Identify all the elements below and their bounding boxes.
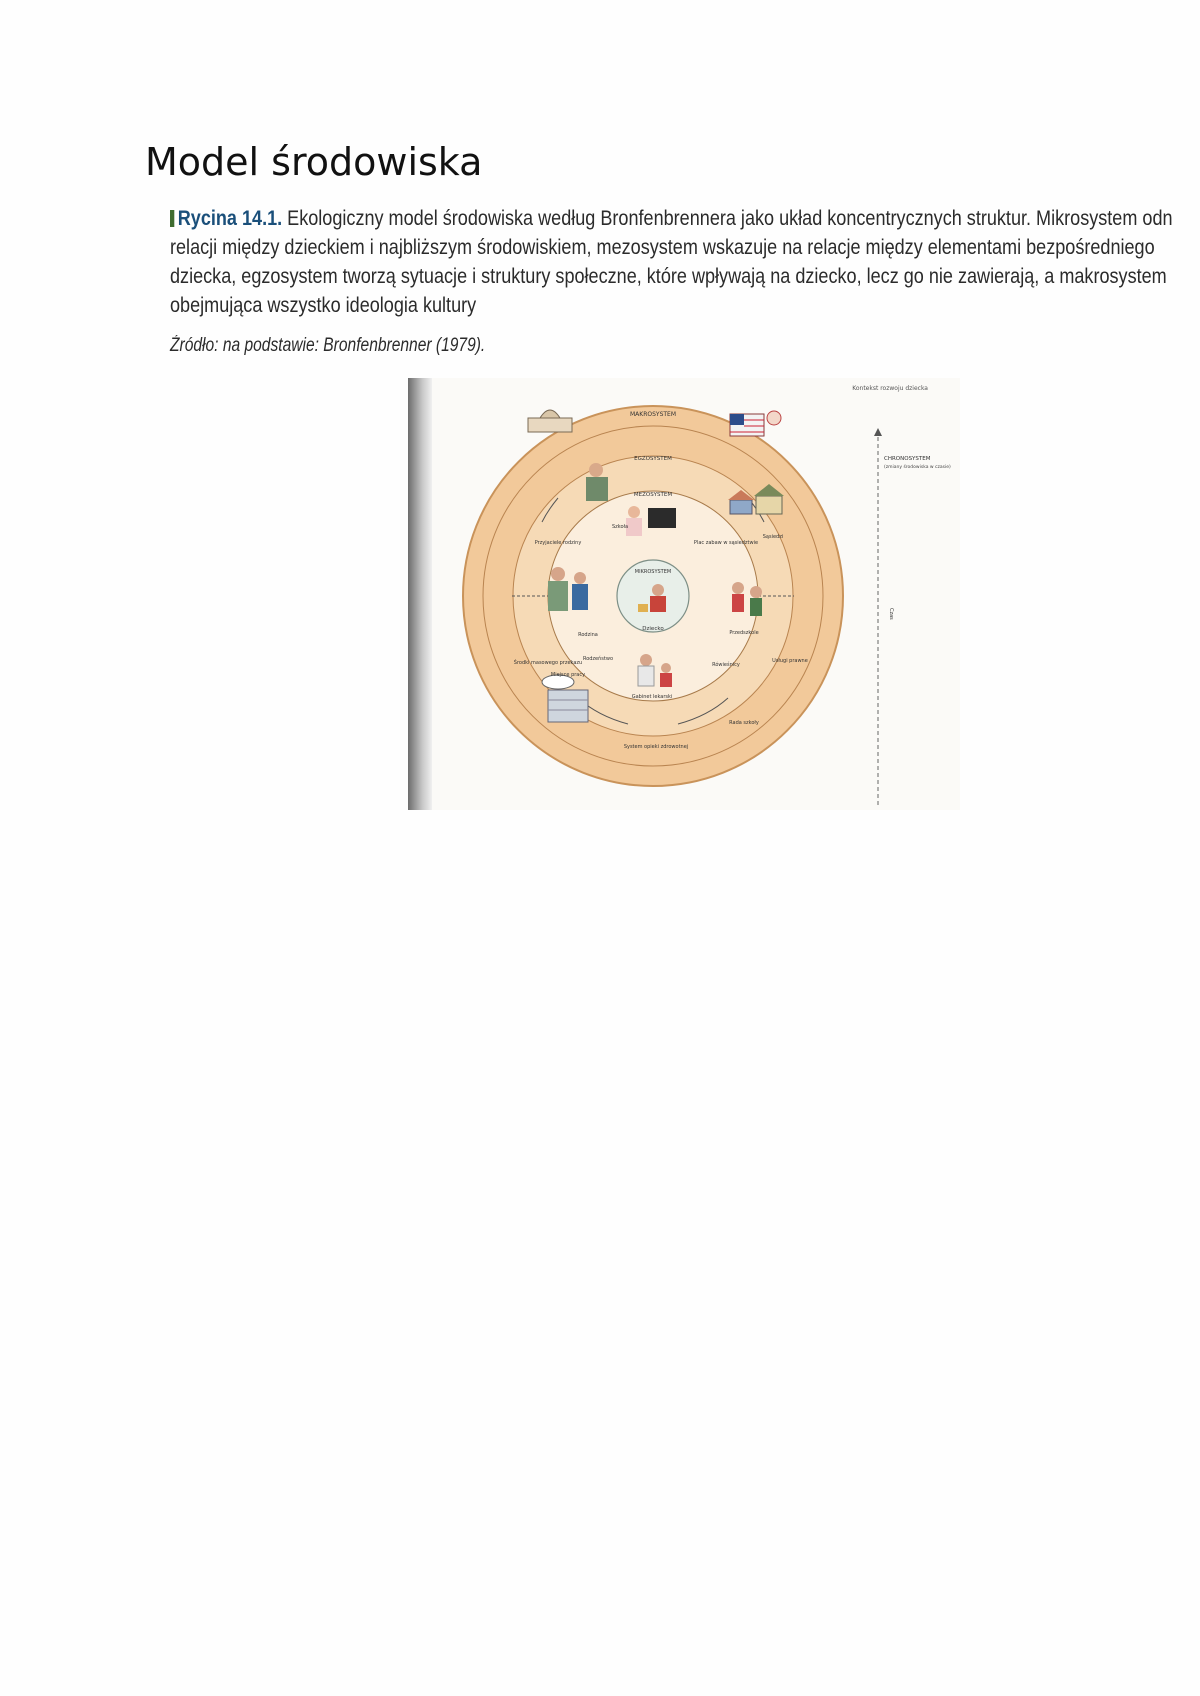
caption-text-1: Ekologiczny model środowiska według Bronfenbrennera jako układ koncentrycznych struktur. Mikrosystem odn [287,207,1173,230]
caption-line-2: relacji między dzieckiem i najbliższym środowiskiem, mezosystem wskazuje na relacje między elementami bezpośredniego [170,236,1155,259]
chronosystem-label: CHRONOSYSTEM [884,456,931,462]
playground-label: Plac zabaw w sąsiedztwie [693,540,759,546]
caption-line-1 [170,204,1173,233]
flag-icon [730,411,781,436]
neighbors-label: Sąsiedzi [762,534,784,540]
caption-label: Rycina 14.1. [177,207,283,230]
school-board-label: Rada szkoły [729,720,759,726]
workplace-label: Miejsce pracy [550,672,586,678]
time-axis-arrow-icon [874,428,882,436]
figure-source: Źródło: na podstawie: Bronfenbrenner (1979). [170,335,486,356]
health-care-label: System opieki zdrowotnej [623,744,689,750]
capitol-building-icon [528,410,572,432]
figure-caption [170,204,1200,320]
chronosystem-description: (zmiany środowiska w czasie) [884,465,951,470]
siblings-label: Rodzeństwo [582,656,614,662]
mass-media-label: Środki masowego przekazu [513,660,583,666]
microsystem-label: MIKROSYSTEM [634,569,672,575]
ecological-model-diagram [408,378,960,810]
family-friends-label: Przyjaciele rodziny [534,540,582,546]
caption-marker-icon [170,210,174,227]
macrosystem-label: MAKROSYSTEM [629,411,677,418]
doctor-office-label: Gabinet lekarski [631,694,673,700]
page-fold-shadow [408,378,432,810]
family-label: Rodzina [578,632,598,638]
caption-line-3: dziecka, egzosystem tworzą sytuacje i struktury społeczne, które wpływają na dziecko, lecz go nie zawierają, a makrosystem [170,265,1167,288]
school-label: Szkoła [611,524,629,530]
caption-line-4: obejmująca wszystko ideologia kultury [170,294,477,317]
time-label: Czas [888,608,894,620]
mesosystem-label: MEZOSYSTEM [633,492,673,498]
legal-services-label: Usługi prawne [772,658,808,664]
figure-header: Kontekst rozwoju dziecka [852,385,928,392]
page-title: Model środowiska [145,140,483,184]
preschool-label: Przedszkole [729,630,759,636]
peers-label: Rówieśnicy [712,662,740,668]
child-label: Dziecko [642,626,664,632]
exosystem-label: EGZOSYSTEM [634,456,672,462]
bronfenbrenner-figure [408,378,960,810]
